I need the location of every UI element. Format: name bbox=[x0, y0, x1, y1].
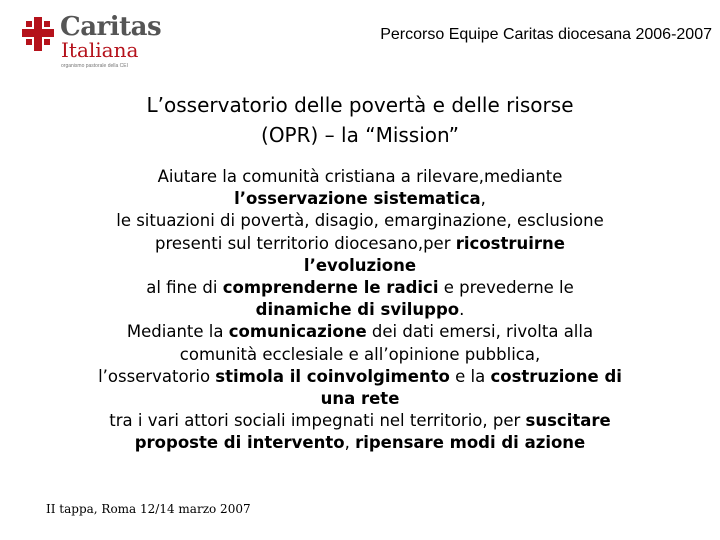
body-text: dei dati emersi, rivolta alla bbox=[366, 322, 594, 342]
body-text: Aiutare la comunità cristiana a rilevare,mediante bbox=[157, 167, 563, 186]
body-text: tra i vari attori sociali impegnati nel territorio, per bbox=[109, 411, 526, 431]
body-text-bold: stimola il coinvolgimento bbox=[215, 366, 450, 386]
body-text: e prevederne le bbox=[438, 278, 574, 298]
body-text-bold: l’osservazione sistematica bbox=[234, 189, 481, 209]
body-text: , bbox=[480, 189, 486, 209]
slide-body bbox=[40, 166, 680, 455]
body-text: . bbox=[459, 300, 465, 320]
body-line bbox=[40, 410, 680, 432]
body-text-bold: comunicazione bbox=[228, 322, 367, 342]
body-text-bold: comprenderne le radici bbox=[222, 278, 439, 298]
caritas-logo bbox=[18, 12, 162, 69]
body-line bbox=[40, 166, 680, 188]
body-line bbox=[40, 388, 680, 410]
logo-name: Caritas bbox=[60, 12, 162, 42]
body-text-bold: ripensare modi di azione bbox=[355, 433, 586, 453]
body-text-bold: l’evoluzione bbox=[303, 255, 417, 275]
body-line bbox=[40, 432, 680, 454]
body-text: Mediante la bbox=[126, 322, 229, 342]
body-text: e la bbox=[449, 366, 491, 386]
body-line bbox=[40, 277, 680, 299]
caritas-cross-icon bbox=[18, 14, 58, 54]
body-text-bold: una rete bbox=[320, 389, 400, 409]
body-text: comunità ecclesiale e all’opinione pubblica, bbox=[179, 344, 541, 364]
header-text: Percorso Equipe Caritas diocesana 2006-2007 bbox=[380, 26, 712, 43]
slide-title bbox=[0, 90, 720, 150]
body-text: al fine di bbox=[146, 278, 223, 298]
body-line bbox=[40, 299, 680, 321]
logo-tagline: organismo pastorale della CEI bbox=[61, 63, 128, 69]
slide-title-line2: (OPR) – la “Mission” bbox=[261, 123, 459, 147]
body-line bbox=[40, 344, 680, 366]
body-text-bold: costruzione di bbox=[490, 366, 622, 386]
body-line bbox=[40, 255, 680, 277]
body-text-bold: dinamiche di sviluppo bbox=[255, 300, 460, 320]
body-line bbox=[40, 188, 680, 210]
body-text: , bbox=[344, 433, 356, 453]
footer-text: II tappa, Roma 12/14 marzo 2007 bbox=[46, 502, 251, 516]
body-line bbox=[40, 366, 680, 388]
body-line bbox=[40, 233, 680, 255]
body-text: l’osservatorio bbox=[98, 366, 216, 386]
slide-title-line1: L’osservatorio delle povertà e delle risorse bbox=[146, 93, 574, 117]
body-line bbox=[40, 321, 680, 343]
body-text-bold: suscitare bbox=[525, 411, 611, 431]
logo-subtitle: Italiana bbox=[61, 38, 139, 62]
body-line bbox=[40, 210, 680, 232]
body-text: le situazioni di povertà, disagio, emarginazione, esclusione bbox=[116, 211, 604, 231]
body-text-bold: ricostruirne bbox=[455, 233, 565, 253]
body-text-bold: proposte di intervento bbox=[134, 433, 345, 453]
body-text: presenti sul territorio diocesano,per bbox=[155, 233, 456, 253]
